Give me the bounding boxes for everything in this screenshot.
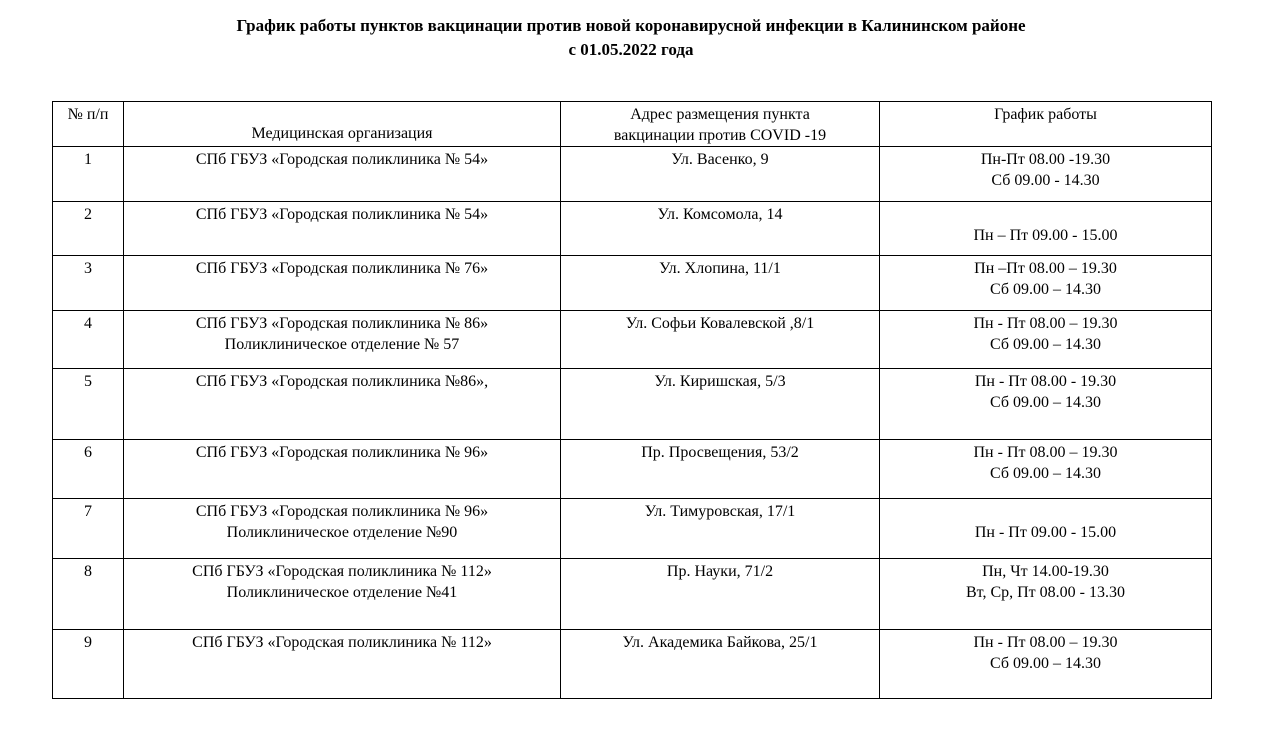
- cell-schedule: [880, 311, 1212, 369]
- cell-num: [53, 369, 124, 440]
- title-line-1: График работы пунктов вакцинации против новой коронавирусной инфекции в Калининском районе: [236, 16, 1026, 35]
- schedule-line-2: Сб 09.00 – 14.30: [989, 336, 1101, 353]
- address-text: Ул. Комсомола, 14: [657, 206, 783, 223]
- organization-name: СПб ГБУЗ «Городская поликлиника № 76»: [195, 260, 489, 277]
- cell-schedule: [880, 147, 1212, 202]
- cell-address: [561, 630, 880, 699]
- cell-schedule: [880, 499, 1212, 559]
- cell-schedule: [880, 369, 1212, 440]
- cell-num: [53, 440, 124, 499]
- address-text: Ул. Академика Байкова, 25/1: [622, 634, 818, 651]
- table-row: [53, 311, 1212, 369]
- header-schedule: График работы: [880, 102, 1212, 147]
- cell-num: [53, 559, 124, 630]
- table-row: [53, 499, 1212, 559]
- cell-organization: [124, 369, 561, 440]
- schedule-line-1: [884, 501, 1207, 522]
- organization-name: СПб ГБУЗ «Городская поликлиника № 54»: [195, 206, 489, 223]
- title-line-2: с 01.05.2022 года: [568, 40, 694, 59]
- organization-name: СПб ГБУЗ «Городская поликлиника № 96»: [195, 444, 489, 461]
- organization-department: [128, 392, 556, 413]
- cell-address: [561, 147, 880, 202]
- table-row: [53, 202, 1212, 256]
- cell-address: [561, 440, 880, 499]
- row-number: 3: [84, 260, 92, 277]
- table-row: [53, 440, 1212, 499]
- cell-num: [53, 256, 124, 311]
- header-address-line-1: Адрес размещения пункта: [630, 106, 810, 123]
- page-title: [0, 14, 1262, 62]
- schedule-line-1: Пн - Пт 08.00 - 19.30: [974, 373, 1117, 390]
- cell-address: [561, 256, 880, 311]
- schedule-line-1: Пн –Пт 08.00 – 19.30: [974, 260, 1117, 277]
- address-text: Пр. Науки, 71/2: [666, 563, 774, 580]
- cell-organization: [124, 202, 561, 256]
- cell-num: [53, 630, 124, 699]
- organization-department: [128, 279, 556, 300]
- cell-num: [53, 202, 124, 256]
- organization-department: [128, 170, 556, 191]
- cell-schedule: [880, 202, 1212, 256]
- schedule-line-2: Сб 09.00 – 14.30: [989, 394, 1101, 411]
- schedule-line-2: Сб 09.00 – 14.30: [989, 655, 1101, 672]
- table-row: [53, 369, 1212, 440]
- address-text: Пр. Просвещения, 53/2: [641, 444, 799, 461]
- schedule-line-1: [884, 204, 1207, 225]
- cell-address: [561, 559, 880, 630]
- schedule-line-2: Сб 09.00 – 14.30: [989, 281, 1101, 298]
- table-header-row: [53, 102, 1212, 147]
- cell-organization: [124, 256, 561, 311]
- cell-num: [53, 147, 124, 202]
- address-text: Ул. Софьи Ковалевской ,8/1: [625, 315, 815, 332]
- organization-name: СПб ГБУЗ «Городская поликлиника №86»,: [195, 373, 489, 390]
- address-text: Ул. Хлопина, 11/1: [659, 260, 781, 277]
- vaccination-schedule-table: [52, 101, 1212, 699]
- address-text: Ул. Киришская, 5/3: [654, 373, 786, 390]
- organization-department: [128, 225, 556, 246]
- schedule-line-1: Пн, Чт 14.00-19.30: [982, 563, 1109, 580]
- row-number: 2: [84, 206, 92, 223]
- schedule-line-2: Пн - Пт 09.00 - 15.00: [974, 524, 1117, 541]
- schedule-line-1: Пн - Пт 08.00 – 19.30: [973, 634, 1118, 651]
- header-org: Медицинская организация: [124, 102, 561, 147]
- row-number: 4: [84, 315, 92, 332]
- cell-address: [561, 499, 880, 559]
- cell-organization: [124, 499, 561, 559]
- schedule-line-2: Сб 09.00 – 14.30: [989, 465, 1101, 482]
- organization-department: Поликлиническое отделение №41: [226, 584, 458, 601]
- row-number: 6: [84, 444, 92, 461]
- header-num: № п/п: [53, 102, 124, 147]
- row-number: 5: [84, 373, 92, 390]
- header-address: [561, 102, 880, 147]
- cell-schedule: [880, 630, 1212, 699]
- header-address-line-2: вакцинации против COVID -19: [613, 127, 827, 144]
- organization-department: [128, 653, 556, 674]
- schedule-line-1: Пн - Пт 08.00 – 19.30: [973, 444, 1118, 461]
- cell-organization: [124, 440, 561, 499]
- organization-department: [128, 463, 556, 484]
- cell-address: [561, 311, 880, 369]
- cell-organization: [124, 311, 561, 369]
- schedule-line-2: Пн – Пт 09.00 - 15.00: [973, 227, 1118, 244]
- row-number: 7: [84, 503, 92, 520]
- row-number: 9: [84, 634, 92, 651]
- schedule-line-1: Пн - Пт 08.00 – 19.30: [973, 315, 1118, 332]
- table-row: [53, 256, 1212, 311]
- cell-organization: [124, 559, 561, 630]
- address-text: Ул. Васенко, 9: [671, 151, 769, 168]
- schedule-line-1: Пн-Пт 08.00 -19.30: [980, 151, 1111, 168]
- organization-name: СПб ГБУЗ «Городская поликлиника № 112»: [192, 563, 492, 580]
- table-row: [53, 559, 1212, 630]
- organization-name: СПб ГБУЗ «Городская поликлиника № 54»: [195, 151, 489, 168]
- cell-schedule: [880, 559, 1212, 630]
- organization-name: СПб ГБУЗ «Городская поликлиника № 86»: [195, 315, 489, 332]
- cell-address: [561, 202, 880, 256]
- cell-schedule: [880, 440, 1212, 499]
- schedule-line-2: Сб 09.00 - 14.30: [991, 172, 1100, 189]
- row-number: 8: [84, 563, 92, 580]
- cell-organization: [124, 630, 561, 699]
- table-row: [53, 147, 1212, 202]
- address-text: Ул. Тимуровская, 17/1: [644, 503, 796, 520]
- organization-department: Поликлиническое отделение №90: [226, 524, 458, 541]
- row-number: 1: [84, 151, 92, 168]
- cell-organization: [124, 147, 561, 202]
- cell-schedule: [880, 256, 1212, 311]
- organization-name: СПб ГБУЗ «Городская поликлиника № 96»: [195, 503, 489, 520]
- organization-name: СПб ГБУЗ «Городская поликлиника № 112»: [192, 634, 492, 651]
- schedule-line-2: Вт, Ср, Пт 08.00 - 13.30: [965, 584, 1125, 601]
- table-row: [53, 630, 1212, 699]
- organization-department: Поликлиническое отделение № 57: [224, 336, 460, 353]
- cell-num: [53, 311, 124, 369]
- cell-num: [53, 499, 124, 559]
- cell-address: [561, 369, 880, 440]
